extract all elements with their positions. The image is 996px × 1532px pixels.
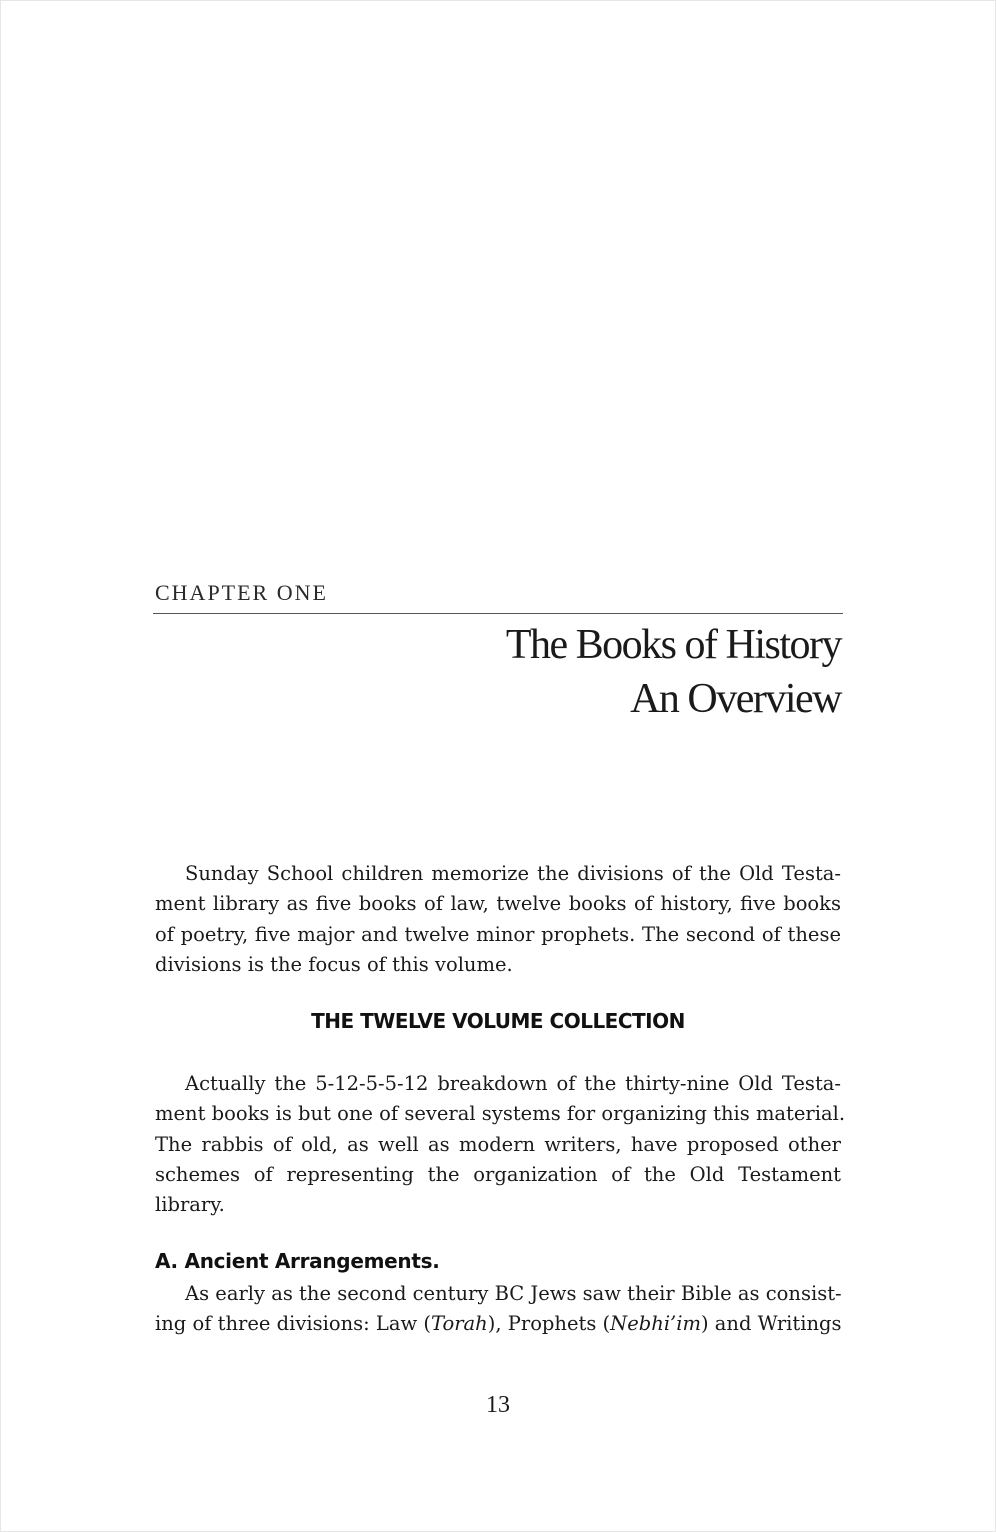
chapter-title-line-1: The Books of History [505, 622, 841, 668]
paragraph-line: Actually the 5-12-5-5-12 breakdown of the thirty-nine Old Testa- [185, 1072, 841, 1095]
paragraph-line: library. [155, 1193, 225, 1217]
chapter-title [506, 618, 841, 726]
paragraph-line: schemes of representing the organization of the Old Testament [155, 1162, 841, 1186]
paragraph-line: The rabbis of old, as well as modern writers, have proposed other [155, 1132, 841, 1156]
paragraph-line: As early as the second century BC Jews saw their Bible as consist- [185, 1282, 842, 1305]
intro-paragraph [155, 859, 841, 980]
paragraph-line: ment books is but one of several systems for organizing this material. [155, 1102, 846, 1126]
section-heading: THE TWELVE VOLUME COLLECTION [311, 1009, 685, 1033]
chapter-label: CHAPTER ONE [155, 580, 328, 605]
ancient-arrangements-paragraph [155, 1279, 841, 1340]
paragraph-line: of poetry, five major and twelve minor prophets. The second of these [155, 922, 841, 946]
italic-term-nebhiim: Nebhi’im [610, 1312, 701, 1336]
collection-paragraph [155, 1069, 846, 1220]
chapter-divider [153, 613, 843, 614]
subsection-heading: A. Ancient Arrangements. [155, 1249, 440, 1273]
paragraph-line: divisions is the focus of this volume. [155, 952, 513, 976]
text-run: ing of three divisions: Law ( [155, 1312, 431, 1336]
text-run: ) and Writings [700, 1312, 842, 1336]
italic-term-torah: Torah [431, 1312, 488, 1336]
page-number: 13 [486, 1392, 510, 1418]
chapter-title-line-2: An Overview [630, 676, 841, 722]
text-run: ), Prophets ( [487, 1312, 611, 1336]
paragraph-line: ment library as five books of law, twelve books of history, five books [155, 892, 841, 916]
paragraph-line: Sunday School children memorize the divisions of the Old Testa- [185, 862, 841, 885]
paragraph-line [155, 1309, 841, 1339]
